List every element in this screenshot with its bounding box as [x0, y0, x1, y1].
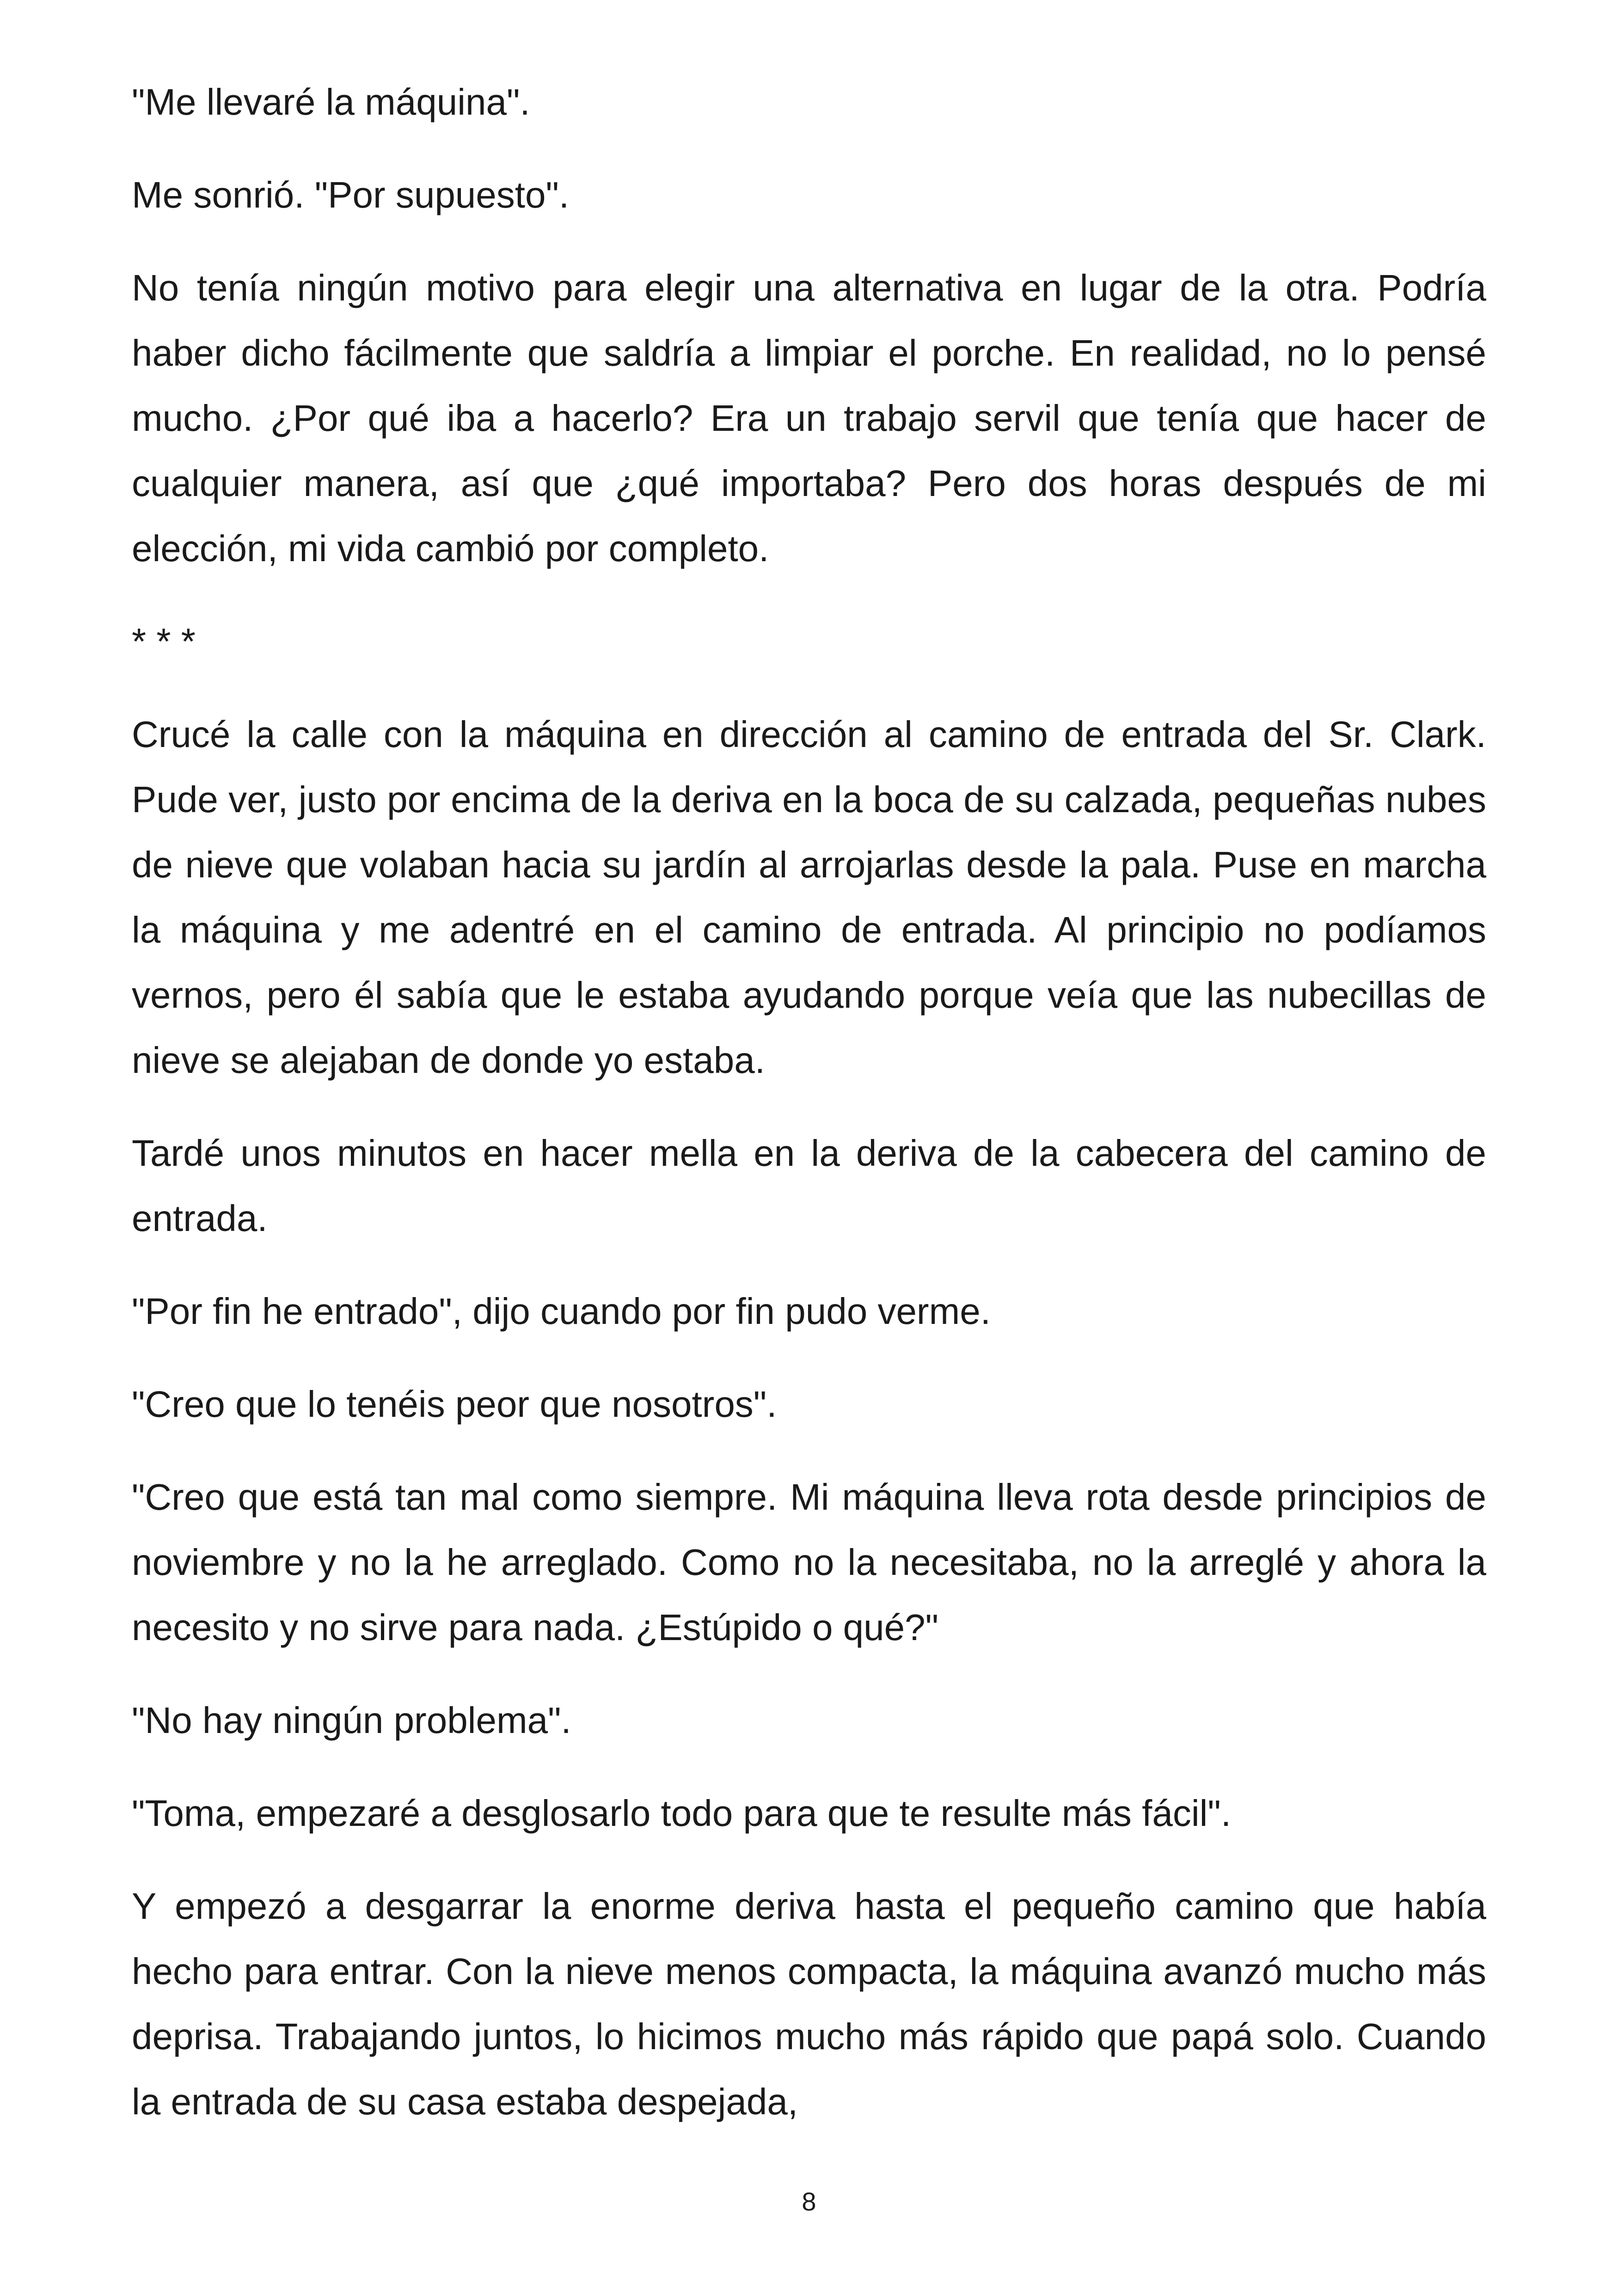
paragraph: "No hay ningún problema". [132, 1700, 571, 1741]
page-number: 8 [802, 2187, 816, 2216]
paragraph: "Creo que está tan mal como siempre. Mi máquina lleva rota desde principios de noviembre y no la he arreglado. Como no la necesitaba, no la arreglé y ahora la necesito y no sirve para nada. ¿Estúpido o qué?" [132, 1476, 1486, 1648]
paragraph: Me sonrió. "Por supuesto". [132, 174, 570, 215]
paragraph: No tenía ningún motivo para elegir una alternativa en lugar de la otra. Podría haber dicho fácilmente que saldría a limpiar el porche. En realidad, no lo pensé mucho. ¿Por qué iba a hacerlo? Era un trabajo servil que tenía que hacer de cualquier manera, así que ¿qué importaba? Pero dos horas después de mi elección, mi vida cambió por completo. [132, 267, 1486, 569]
paragraph: "Toma, empezaré a desglosarlo todo para que te resulte más fácil". [132, 1793, 1232, 1834]
paragraph: "Me llevaré la máquina". [132, 81, 530, 122]
section-break: * * * [132, 621, 196, 662]
paragraph: "Por fin he entrado", dijo cuando por fin pudo verme. [132, 1291, 991, 1332]
paragraph: Tardé unos minutos en hacer mella en la deriva de la cabecera del camino de entrada. [132, 1133, 1486, 1239]
body-text [132, 69, 1486, 2162]
paragraph: Crucé la calle con la máquina en dirección al camino de entrada del Sr. Clark. Pude ver, justo por encima de la deriva en la boca de su calzada, pequeñas nubes de nieve que volaban hacia su jardín al arrojarlas desde la pala. Puse en marcha la máquina y me adentré en el camino de entrada. Al principio no podíamos vernos, pero él sabía que le estaba ayudando porque veía que las nubecillas de nieve se alejaban de donde yo estaba. [132, 714, 1486, 1081]
paragraph: "Creo que lo tenéis peor que nosotros". [132, 1384, 777, 1425]
paragraph: Y empezó a desgarrar la enorme deriva hasta el pequeño camino que había hecho para entrar. Con la nieve menos compacta, la máquina avanzó mucho más deprisa. Trabajando juntos, lo hicimos mucho más rápido que papá solo. Cuando la entrada de su casa estaba despejada, [132, 1886, 1486, 2122]
